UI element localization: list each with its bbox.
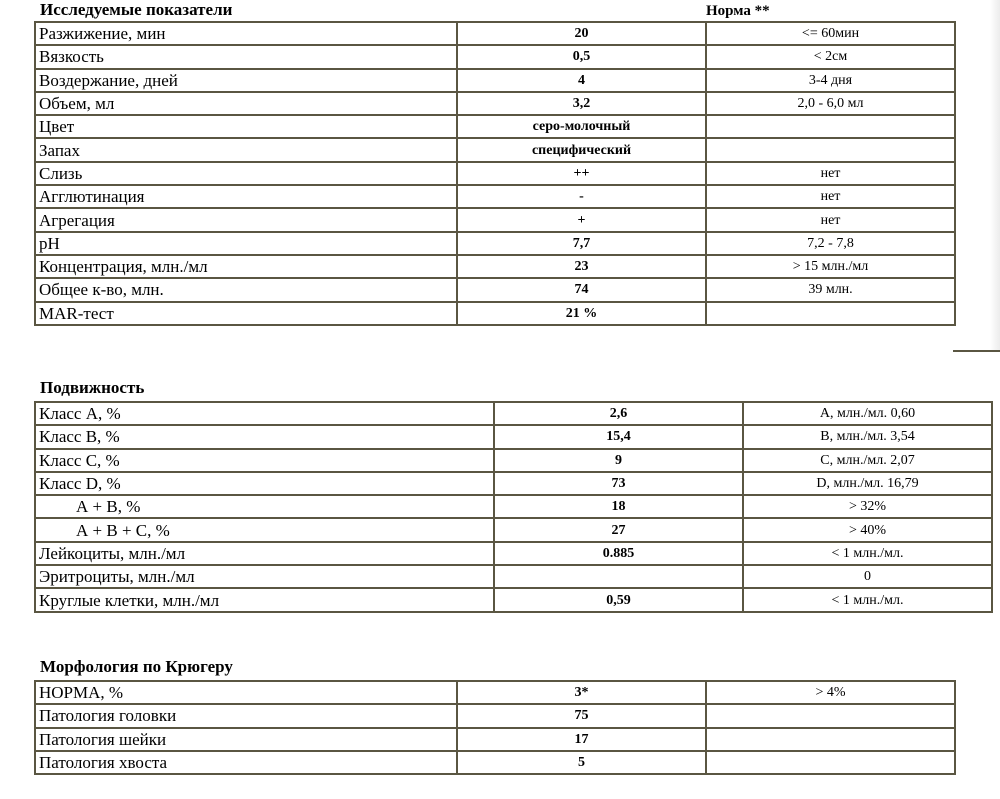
table-row <box>35 92 955 115</box>
row-name: Класс С, % <box>35 449 494 472</box>
row-norm <box>706 704 955 727</box>
row-name: Цвет <box>35 115 457 138</box>
table-row <box>35 565 992 588</box>
row-value: 3,2 <box>457 92 706 115</box>
row-name: Класс В, % <box>35 425 494 448</box>
row-value: 23 <box>457 255 706 278</box>
table-row <box>35 278 955 301</box>
row-norm: <= 60мин <box>706 22 955 45</box>
table-row <box>35 162 955 185</box>
row-name: Патология головки <box>35 704 457 727</box>
row-name: MAR-тест <box>35 302 457 325</box>
row-name: Патология хвоста <box>35 751 457 774</box>
row-norm: 3-4 дня <box>706 69 955 92</box>
row-norm: 0 <box>743 565 992 588</box>
row-value: ++ <box>457 162 706 185</box>
row-value: 3* <box>457 681 706 704</box>
table-row <box>35 22 955 45</box>
row-norm: > 4% <box>706 681 955 704</box>
motility-table <box>34 401 993 613</box>
table-row <box>35 232 955 255</box>
row-norm: 7,2 - 7,8 <box>706 232 955 255</box>
table-row <box>35 588 992 611</box>
row-name: Вязкость <box>35 45 457 68</box>
table-row <box>35 728 955 751</box>
table-row <box>35 542 992 565</box>
row-norm: D, млн./мл. 16,79 <box>743 472 992 495</box>
row-value: 4 <box>457 69 706 92</box>
table-row <box>35 45 955 68</box>
section-title-motility: Подвижность <box>40 378 145 397</box>
norm-column-header: Норма ** <box>706 3 770 19</box>
row-norm <box>706 751 955 774</box>
table-row <box>35 255 955 278</box>
table-row <box>35 449 992 472</box>
table-row <box>35 185 955 208</box>
table-row <box>35 704 955 727</box>
row-norm: 2,0 - 6,0 мл <box>706 92 955 115</box>
row-norm: > 40% <box>743 518 992 541</box>
row-name: Агглютинация <box>35 185 457 208</box>
row-name: Разжижение, мин <box>35 22 457 45</box>
row-name: НОРМА, % <box>35 681 457 704</box>
indicators-table <box>34 21 956 326</box>
row-name: Слизь <box>35 162 457 185</box>
page-edge-shadow <box>990 0 1000 350</box>
row-norm: < 2см <box>706 45 955 68</box>
row-value: 73 <box>494 472 743 495</box>
row-value: специфический <box>457 138 706 161</box>
row-norm: < 1 млн./мл. <box>743 542 992 565</box>
row-value: 20 <box>457 22 706 45</box>
table-row <box>35 138 955 161</box>
section-title-morphology: Морфология по Крюгеру <box>40 657 233 676</box>
row-name: Запах <box>35 138 457 161</box>
table-row <box>35 495 992 518</box>
row-value: 15,4 <box>494 425 743 448</box>
row-norm: В, млн./мл. 3,54 <box>743 425 992 448</box>
morphology-table <box>34 680 956 775</box>
row-norm: > 15 млн./мл <box>706 255 955 278</box>
row-norm: > 32% <box>743 495 992 518</box>
row-value: 0,59 <box>494 588 743 611</box>
row-name: Патология шейки <box>35 728 457 751</box>
row-value: 27 <box>494 518 743 541</box>
row-value: 0.885 <box>494 542 743 565</box>
row-value: 18 <box>494 495 743 518</box>
table-row <box>35 751 955 774</box>
row-norm <box>706 302 955 325</box>
table-row <box>35 115 955 138</box>
row-value: 5 <box>457 751 706 774</box>
stray-line <box>953 350 1000 352</box>
row-name: А + В + С, % <box>35 518 494 541</box>
row-value: 21 % <box>457 302 706 325</box>
row-norm: нет <box>706 162 955 185</box>
row-value: 17 <box>457 728 706 751</box>
row-value: серо-молочный <box>457 115 706 138</box>
row-value: 9 <box>494 449 743 472</box>
table-row <box>35 302 955 325</box>
row-name: Общее к-во, млн. <box>35 278 457 301</box>
row-value <box>494 565 743 588</box>
row-norm: С, млн./мл. 2,07 <box>743 449 992 472</box>
section-title-indicators: Исследуемые показатели <box>40 0 233 19</box>
row-norm <box>706 728 955 751</box>
table-row <box>35 425 992 448</box>
row-name: Эритроциты, млн./мл <box>35 565 494 588</box>
row-name: Круглые клетки, млн./мл <box>35 588 494 611</box>
row-value: - <box>457 185 706 208</box>
row-name: Объем, мл <box>35 92 457 115</box>
row-norm <box>706 115 955 138</box>
row-value: + <box>457 208 706 231</box>
table-row <box>35 208 955 231</box>
row-name: Воздержание, дней <box>35 69 457 92</box>
row-norm: < 1 млн./мл. <box>743 588 992 611</box>
row-name: Агрегация <box>35 208 457 231</box>
table-row <box>35 472 992 495</box>
table-row <box>35 681 955 704</box>
row-name: Концентрация, млн./мл <box>35 255 457 278</box>
table-row <box>35 402 992 425</box>
row-norm: нет <box>706 208 955 231</box>
row-name: Класс А, % <box>35 402 494 425</box>
row-name: pH <box>35 232 457 255</box>
row-value: 7,7 <box>457 232 706 255</box>
row-name: Лейкоциты, млн./мл <box>35 542 494 565</box>
row-name: А + В, % <box>35 495 494 518</box>
row-norm: А, млн./мл. 0,60 <box>743 402 992 425</box>
row-value: 0,5 <box>457 45 706 68</box>
table-row <box>35 69 955 92</box>
row-value: 75 <box>457 704 706 727</box>
row-norm <box>706 138 955 161</box>
row-norm: нет <box>706 185 955 208</box>
row-value: 74 <box>457 278 706 301</box>
row-name: Класс D, % <box>35 472 494 495</box>
row-norm: 39 млн. <box>706 278 955 301</box>
row-value: 2,6 <box>494 402 743 425</box>
table-row <box>35 518 992 541</box>
